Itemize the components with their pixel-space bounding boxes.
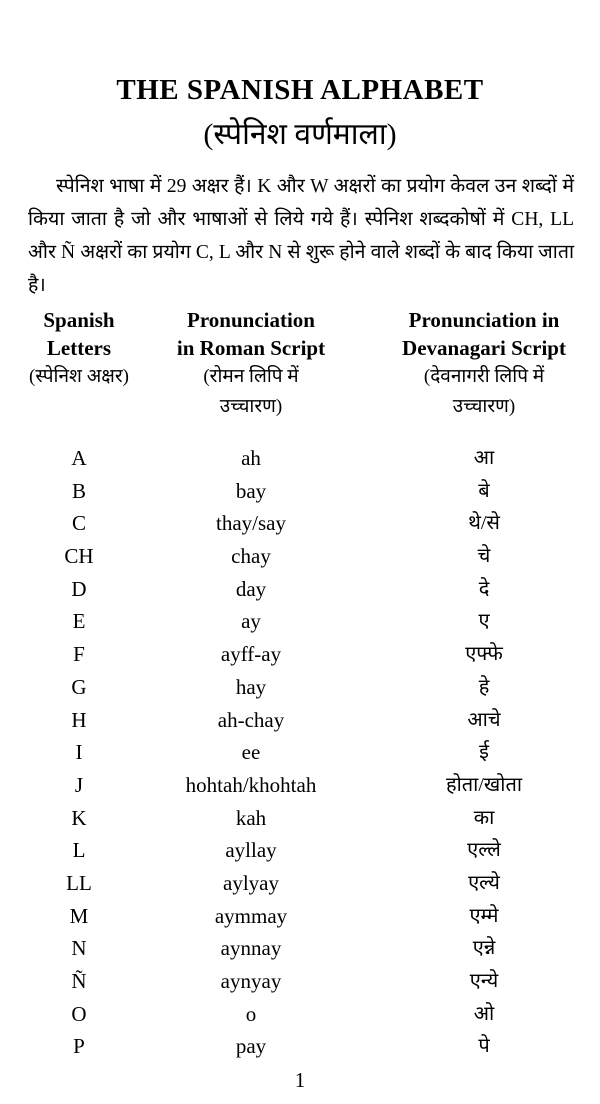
devanagari-pronunciation: ए <box>478 610 490 633</box>
header-col2-hindi-2: उच्चारण) <box>219 396 283 417</box>
spanish-letter: P <box>73 1034 85 1059</box>
table-row <box>0 638 600 671</box>
roman-pronunciation: aynnay <box>220 936 282 961</box>
page-title: THE SPANISH ALPHABET <box>116 74 484 106</box>
devanagari-pronunciation: हे <box>478 675 490 698</box>
devanagari-pronunciation: एल्ये <box>468 871 500 894</box>
table-row <box>0 540 600 573</box>
roman-pronunciation: bay <box>235 478 267 503</box>
table-row <box>0 900 600 933</box>
table-row <box>0 507 600 540</box>
table-row <box>0 965 600 998</box>
roman-pronunciation: aynyay <box>220 969 282 993</box>
spanish-letter: N <box>71 936 87 961</box>
header-devanagari-pronunciation <box>378 306 590 422</box>
spanish-letter: J <box>74 772 84 797</box>
table-row <box>0 802 600 835</box>
roman-pronunciation: chay <box>231 544 271 569</box>
table-row <box>0 867 600 900</box>
spanish-letter: K <box>71 805 87 830</box>
roman-pronunciation: ayff-ay <box>220 642 282 667</box>
header-col2-hindi-1: (रोमन लिपि में <box>203 366 299 387</box>
page-number: 1 <box>294 1068 306 1092</box>
roman-pronunciation: o <box>245 1001 257 1026</box>
spanish-letter: LL <box>66 870 92 895</box>
devanagari-pronunciation: थे/से <box>468 512 500 535</box>
devanagari-pronunciation: होता/खोता <box>445 773 523 796</box>
spanish-letter: C <box>71 511 86 536</box>
spanish-letter: H <box>71 707 87 732</box>
spanish-letter: F <box>73 642 85 667</box>
header-col1-hindi: (स्पेनिश अक्षर) <box>29 366 129 387</box>
table-row <box>0 442 600 475</box>
spanish-letter: D <box>71 576 87 601</box>
devanagari-pronunciation: दे <box>478 577 490 600</box>
table-row <box>0 998 600 1031</box>
devanagari-pronunciation: ई <box>479 741 489 764</box>
roman-pronunciation: aylyay <box>223 870 279 895</box>
roman-pronunciation: pay <box>235 1034 267 1059</box>
roman-pronunciation: day <box>235 576 267 601</box>
header-col3-line1: Pronunciation in <box>408 308 560 332</box>
devanagari-pronunciation: आचे <box>467 708 501 731</box>
table-row <box>0 671 600 704</box>
header-col2-line1: Pronunciation <box>187 308 315 332</box>
roman-pronunciation: ee <box>241 740 261 765</box>
table-row <box>0 932 600 965</box>
spanish-letter: G <box>71 674 87 699</box>
roman-pronunciation: thay/say <box>216 511 286 536</box>
roman-pronunciation: hay <box>235 674 267 699</box>
header-col3-hindi-2: उच्चारण) <box>452 396 516 417</box>
devanagari-pronunciation: ओ <box>473 1002 495 1025</box>
devanagari-pronunciation: एन्ये <box>469 970 499 992</box>
header-col3-line2: Devanagari Script <box>402 336 566 360</box>
table-row <box>0 704 600 737</box>
devanagari-pronunciation: एम्मे <box>469 904 499 927</box>
alphabet-table <box>0 442 600 1063</box>
table-row <box>0 736 600 769</box>
header-col2-line2: in Roman Script <box>176 336 326 360</box>
header-col1-line1: Spanish <box>43 308 115 332</box>
devanagari-pronunciation: एफ्फे <box>465 643 503 666</box>
roman-pronunciation: ah-chay <box>217 707 285 732</box>
table-row <box>0 475 600 508</box>
devanagari-pronunciation: एन्ने <box>472 937 496 960</box>
header-roman-pronunciation <box>148 306 354 422</box>
devanagari-pronunciation: का <box>473 806 495 829</box>
devanagari-pronunciation: पे <box>478 1035 490 1058</box>
header-spanish-letters <box>0 306 158 392</box>
header-col3-hindi-1: (देवनागरी लिपि में <box>423 366 545 387</box>
roman-pronunciation: aymmay <box>214 903 288 928</box>
roman-pronunciation: ah <box>241 446 261 470</box>
devanagari-pronunciation: एल्ले <box>467 839 501 862</box>
devanagari-pronunciation: बे <box>478 479 490 502</box>
table-row <box>0 769 600 802</box>
spanish-letter: M <box>69 903 89 928</box>
table-row <box>0 573 600 606</box>
roman-pronunciation: kah <box>235 805 267 830</box>
spanish-letter: Ñ <box>71 969 87 993</box>
table-row <box>0 605 600 638</box>
devanagari-pronunciation: आ <box>473 447 495 469</box>
spanish-letter: CH <box>64 544 94 569</box>
spanish-letter: O <box>71 1001 87 1026</box>
table-row <box>0 1030 600 1063</box>
spanish-letter: A <box>71 446 87 470</box>
page-subtitle: (स्पेनिश वर्णमाला) <box>203 118 397 151</box>
header-col1-line2: Letters <box>46 336 112 360</box>
table-row <box>0 834 600 867</box>
devanagari-pronunciation: चे <box>477 545 491 568</box>
intro-paragraph: स्पेनिश भाषा में 29 अक्षर हैं। K और W अक्षरों का प्रयोग केवल उन शब्दों में किया जाता है जो और भाषाओं से लिये गये हैं। स्पेनिश शब्दकोषों में CH, LL और Ñ अक्षरों का प्रयोग C, L और N से शुरू होने वाले शब्दों के बाद किया जाता है। <box>28 176 574 296</box>
roman-pronunciation: ay <box>241 609 261 634</box>
spanish-letter: I <box>75 740 83 765</box>
spanish-letter: E <box>72 609 86 634</box>
roman-pronunciation: hohtah/khohtah <box>185 772 317 797</box>
roman-pronunciation: ayllay <box>225 838 277 863</box>
spanish-letter: L <box>72 838 86 863</box>
spanish-letter: B <box>71 478 86 503</box>
